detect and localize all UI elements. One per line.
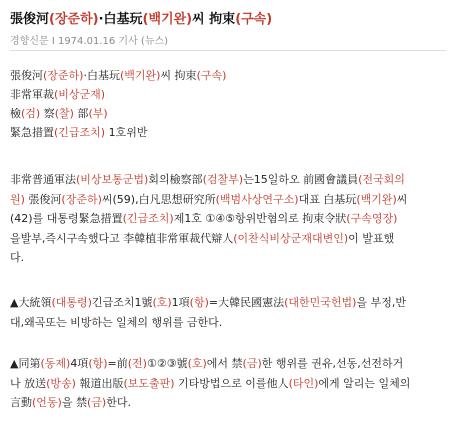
paragraph-2 xyxy=(10,293,448,332)
paragraph-line: 非常普通軍法(비상보통군법)회의檢察部(검찰부)는15일하오 前國會議員(전국회의 xyxy=(10,173,405,186)
paragraph-line: 원) 張俊河(장준하)씨(59),白凡思想研究所(백범사상연구소)대표 白基玩(백기완)씨 xyxy=(10,192,408,206)
subheading-line: 張俊河(장준하)·白基玩(백기완)씨 拘束(구속) xyxy=(10,69,227,82)
meta-type: 기사 (뉴스) xyxy=(118,36,169,47)
article-subheadings xyxy=(10,66,226,142)
paragraph-line: (42)를 대통령緊急措置(긴급조치)제1호 ①④⑤항위반혐의로 拘束令狀(구속영장) xyxy=(10,212,398,225)
divider xyxy=(10,50,446,51)
paragraph-line: ▲同第(동제)4項(항)=前(전)①②③號(호)에서 禁(금)한 행위를 권유,선동,선전하거 xyxy=(10,357,404,370)
paragraph-line: 다. xyxy=(10,251,25,264)
paragraph-1 xyxy=(10,170,448,268)
meta-date: 1974.01.16 xyxy=(57,36,116,47)
paragraph-3 xyxy=(10,354,448,413)
title-part: ·白基玩 xyxy=(98,12,143,27)
subheading-line: 緊急措置(긴급조치) 1호위반 xyxy=(10,126,148,139)
article-title xyxy=(10,8,272,27)
subheading-line: 非常軍裁(비상군재) xyxy=(10,88,106,101)
paragraph-line: 을발부,즉시구속했다고 李韓植非常軍裁代辯人(이찬식비상군재대변인)이 발표했 xyxy=(10,231,395,245)
paragraph-line: 나 放送(방송) 報道出版(보도출판) 기타방법으로 이를他人(타인)에게 알리는 일체의 xyxy=(10,376,411,390)
meta-source[interactable]: 경향신문 xyxy=(10,36,49,47)
paragraph-line: ▲大統領(대통령)긴급조치1號(호)1項(항)=大韓民國憲法(대한민국헌법)을 부정,반 xyxy=(10,296,406,309)
title-reading: (장준하) xyxy=(49,12,99,27)
meta-separator: I xyxy=(48,36,58,47)
article-meta xyxy=(10,32,168,47)
paragraph-line: 대,왜곡또는 비방하는 일체의 행위를 금한다. xyxy=(10,315,223,329)
title-part: 張俊河 xyxy=(10,12,50,27)
paragraph-line: 言動(언동)을 禁(금)한다. xyxy=(10,396,131,409)
title-reading: (구속) xyxy=(235,12,273,27)
title-part: 씨 拘束 xyxy=(192,12,236,27)
subheading-line: 檢(검) 察(찰) 部(부) xyxy=(10,107,108,120)
title-reading: (백기완) xyxy=(142,12,193,27)
